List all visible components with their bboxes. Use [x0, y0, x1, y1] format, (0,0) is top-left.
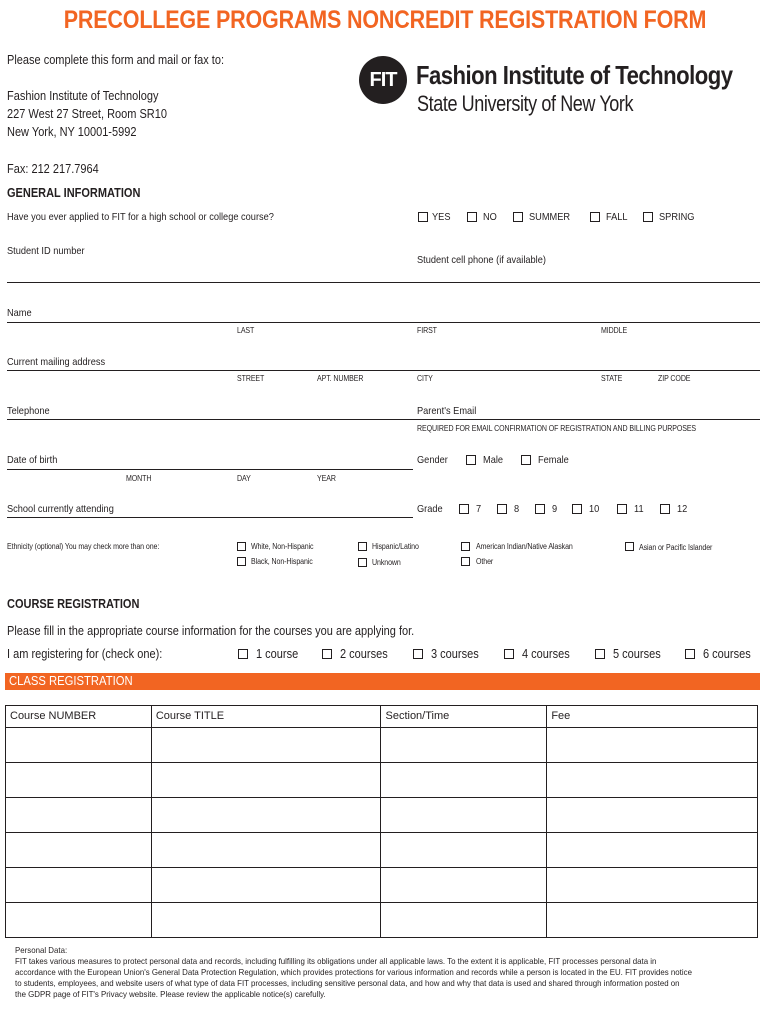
ethnicity-unknown-label: Unknown [372, 558, 401, 567]
ethnicity-asian-label: Asian or Pacific Islander [639, 543, 713, 552]
registering-label: I am registering for (check one): [7, 647, 163, 661]
class-registration-table [5, 705, 758, 938]
parent-email-note: REQUIRED FOR EMAIL CONFIRMATION OF REGISTRATION AND BILLING PURPOSES [417, 424, 697, 433]
grade-10-checkbox[interactable] [572, 504, 582, 514]
dob-day-label: DAY [237, 474, 251, 483]
applied-summer-label: SUMMER [529, 211, 571, 223]
form-title: PRECOLLEGE PROGRAMS NONCREDIT REGISTRATION FORM [63, 6, 707, 34]
name-field-line[interactable] [7, 322, 760, 323]
dob-label: Date of birth [7, 454, 58, 466]
fee-cell[interactable] [547, 868, 758, 903]
ethnicity-native-label: American Indian/Native Alaskan [476, 542, 573, 551]
gender-male-label: Male [483, 454, 504, 466]
grade-8-label: 8 [514, 503, 520, 515]
footer-line: the GDPR page of FIT's Privacy website. Please review the applicable notice(s) carefully. [15, 989, 326, 999]
address-line-1: Fashion Institute of Technology [7, 89, 159, 103]
logo-name: Fashion Institute of Technology [416, 60, 733, 90]
course-instructions: Please fill in the appropriate course information for the courses you are applying for. [7, 624, 415, 638]
name-label: Name [7, 307, 32, 319]
footer-line: accordance with the European Union's General Data Protection Regulation, which provides protections for various information and records while a person is located in the EU. FIT provides notice [15, 967, 692, 977]
applied-summer-checkbox[interactable] [513, 212, 523, 222]
gender-female-checkbox[interactable] [521, 455, 531, 465]
address-field-line[interactable] [7, 370, 760, 371]
table-row [6, 868, 758, 903]
section-time-cell[interactable] [381, 868, 547, 903]
address-city-label: CITY [417, 374, 433, 383]
student-id-label: Student ID number [7, 245, 85, 257]
school-field-line[interactable] [7, 517, 413, 518]
grade-7-checkbox[interactable] [459, 504, 469, 514]
course-number-cell[interactable] [6, 798, 152, 833]
grade-7-label: 7 [476, 503, 482, 515]
course-title-cell[interactable] [151, 728, 381, 763]
fee-cell[interactable] [547, 798, 758, 833]
course-number-cell[interactable] [6, 903, 152, 938]
logo-subtitle: State University of New York [417, 91, 634, 116]
section-time-cell[interactable] [381, 903, 547, 938]
course-number-cell[interactable] [6, 868, 152, 903]
courses-6-checkbox[interactable] [685, 649, 695, 659]
address-line-2: 227 West 27 Street, Room SR10 [7, 107, 167, 121]
course-title-cell[interactable] [151, 868, 381, 903]
ethnicity-hispanic-checkbox[interactable] [358, 542, 367, 551]
fee-cell[interactable] [547, 763, 758, 798]
ethnicity-white-checkbox[interactable] [237, 542, 246, 551]
course-number-cell[interactable] [6, 833, 152, 868]
fit-logo-mark: FIT [359, 56, 407, 104]
personal-data-notice [15, 945, 760, 1000]
applied-fall-label: FALL [606, 211, 628, 223]
course-title-cell[interactable] [151, 798, 381, 833]
courses-2-label: 2 courses [340, 647, 388, 661]
col-course-title: Course TITLE [151, 706, 381, 728]
course-number-cell[interactable] [6, 763, 152, 798]
footer-line: FIT takes various measures to protect personal data and records, including fulfilling its obligations under all applicable laws. To the extent it is applicable, FIT processes personal data in [15, 956, 657, 966]
ethnicity-native-checkbox[interactable] [461, 542, 470, 551]
fee-cell[interactable] [547, 903, 758, 938]
fax-number: Fax: 212 217.7964 [7, 162, 99, 176]
name-last-label: LAST [237, 326, 255, 335]
courses-3-checkbox[interactable] [413, 649, 423, 659]
ethnicity-other-label: Other [476, 557, 494, 566]
table-row [6, 798, 758, 833]
ethnicity-black-label: Black, Non-Hispanic [251, 557, 313, 566]
ethnicity-other-checkbox[interactable] [461, 557, 470, 566]
applied-question: Have you ever applied to FIT for a high school or college course? [7, 211, 274, 223]
applied-yes-label: YES [432, 211, 451, 223]
table-header-row [6, 706, 758, 728]
school-label: School currently attending [7, 503, 114, 515]
ethnicity-black-checkbox[interactable] [237, 557, 246, 566]
address-label: Current mailing address [7, 356, 106, 368]
ethnicity-unknown-checkbox[interactable] [358, 558, 367, 567]
courses-6-label: 6 courses [703, 647, 751, 661]
intro-text: Please complete this form and mail or fax to: [7, 53, 225, 67]
footer-line: to students, employees, and website users of what type of data FIT processes, including sensitive personal data, and how and why that data is used and shared through information posted on [15, 978, 680, 988]
gender-label: Gender [417, 454, 448, 466]
grade-label: Grade [417, 503, 443, 515]
col-section-time: Section/Time [381, 706, 547, 728]
col-fee: Fee [547, 706, 758, 728]
telephone-label: Telephone [7, 405, 50, 417]
address-zip-label: ZIP CODE [658, 374, 691, 383]
ethnicity-asian-checkbox[interactable] [625, 542, 634, 551]
section-time-cell[interactable] [381, 763, 547, 798]
fee-cell[interactable] [547, 728, 758, 763]
courses-5-label: 5 courses [613, 647, 661, 661]
address-street-label: STREET [237, 374, 265, 383]
ethnicity-hispanic-label: Hispanic/Latino [372, 542, 419, 551]
applied-fall-checkbox[interactable] [590, 212, 600, 222]
dob-month-label: MONTH [126, 474, 152, 483]
courses-2-checkbox[interactable] [322, 649, 332, 659]
grade-12-checkbox[interactable] [660, 504, 670, 514]
applied-spring-label: SPRING [659, 211, 695, 223]
table-row [6, 833, 758, 868]
courses-4-checkbox[interactable] [504, 649, 514, 659]
grade-12-label: 12 [677, 503, 688, 515]
ethnicity-label: Ethnicity (optional) You may check more than one: [7, 542, 160, 551]
dob-year-label: YEAR [317, 474, 336, 483]
parent-email-label: Parent's Email [417, 405, 477, 417]
section-time-cell[interactable] [381, 798, 547, 833]
col-course-number: Course NUMBER [6, 706, 152, 728]
general-heading: GENERAL INFORMATION [7, 186, 141, 200]
courses-4-label: 4 courses [522, 647, 570, 661]
course-title-cell[interactable] [151, 763, 381, 798]
address-state-label: STATE [601, 374, 623, 383]
grade-11-label: 11 [634, 503, 644, 515]
grade-9-checkbox[interactable] [535, 504, 545, 514]
applied-no-label: NO [483, 211, 497, 223]
courses-3-label: 3 courses [431, 647, 479, 661]
course-number-cell[interactable] [6, 728, 152, 763]
grade-10-label: 10 [589, 503, 600, 515]
gender-female-label: Female [538, 454, 569, 466]
dob-field-line[interactable] [7, 469, 413, 470]
grade-9-label: 9 [552, 503, 558, 515]
grade-8-checkbox[interactable] [497, 504, 507, 514]
name-first-label: FIRST [417, 326, 437, 335]
courses-1-label: 1 course [256, 647, 299, 661]
table-row [6, 903, 758, 938]
student-id-phone-line[interactable] [7, 282, 760, 283]
gender-male-checkbox[interactable] [466, 455, 476, 465]
section-time-cell[interactable] [381, 728, 547, 763]
footer-line: Personal Data: [15, 945, 68, 955]
class-registration-heading: CLASS REGISTRATION [9, 674, 133, 688]
ethnicity-white-label: White, Non-Hispanic [251, 542, 314, 551]
applied-yes-checkbox[interactable] [418, 212, 428, 222]
course-title-cell[interactable] [151, 903, 381, 938]
course-title-cell[interactable] [151, 833, 381, 868]
address-line-3: New York, NY 10001-5992 [7, 125, 137, 139]
course-heading: COURSE REGISTRATION [7, 597, 140, 611]
table-row [6, 728, 758, 763]
applied-spring-checkbox[interactable] [643, 212, 653, 222]
student-phone-label: Student cell phone (if available) [417, 254, 546, 266]
applied-no-checkbox[interactable] [467, 212, 477, 222]
class-registration-bar [5, 673, 760, 690]
courses-5-checkbox[interactable] [595, 649, 605, 659]
name-middle-label: MIDDLE [601, 326, 628, 335]
address-apt-label: APT. NUMBER [317, 374, 364, 383]
section-time-cell[interactable] [381, 833, 547, 868]
telephone-email-line[interactable] [7, 419, 760, 420]
fee-cell[interactable] [547, 833, 758, 868]
courses-1-checkbox[interactable] [238, 649, 248, 659]
grade-11-checkbox[interactable] [617, 504, 627, 514]
table-row [6, 763, 758, 798]
